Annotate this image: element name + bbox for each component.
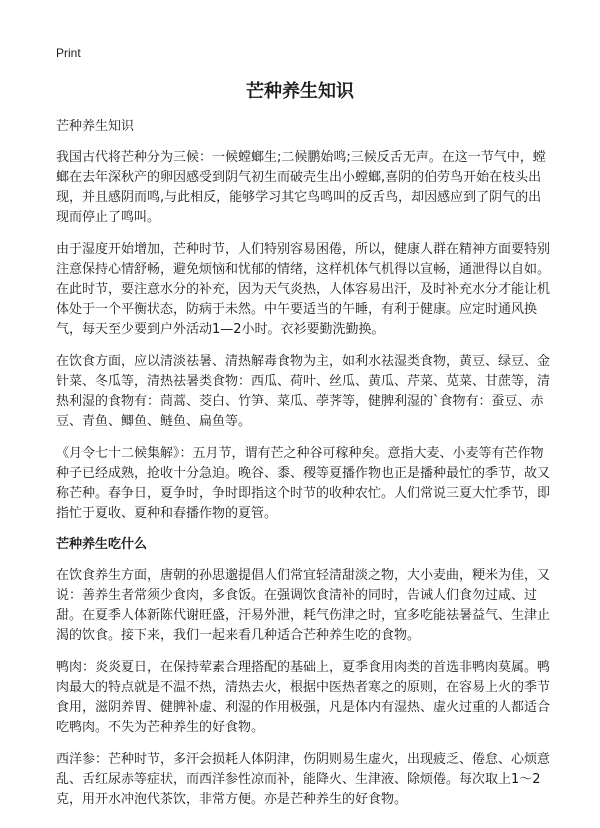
- paragraph-duck-meat: 鸭肉：炎炎夏日，在保持荤素合理搭配的基础上，夏季食用肉类的首选非鸭肉莫属。鸭肉最大的特点就是不温不热，清热去火，根据中医热者寒之的原则，在容易上火的季节食用，滋阴养胃、健脾补虚、利湿的作用极强，凡是体内有湿热、虚火过重的人都适合吃鸭肉。不失为芒种养生的好食物。: [56, 660, 551, 735]
- document-body: [56, 118, 554, 822]
- print-link[interactable]: Print: [56, 46, 81, 60]
- paragraph-diet-principles: 在饮食养生方面，唐朝的孙思邈提倡人们常宜轻清甜淡之物，大小麦曲，粳米为佳，又说：善养生者常须少食肉，多食饭。在强调饮食清补的同时，告诫人们食勿过咸、过甜。在夏季人体新陈代谢旺盛，汗易外泄，耗气伤津之时，宜多吃能祛暑益气、生津止渴的饮食。接下来，我们一起来看几种适合芒种养生吃的食物。: [56, 568, 551, 643]
- paragraph-origin: 《月令七十二候集解》：五月节，谓有芒之种谷可稼种矣。意指大麦、小麦等有芒作物种子已经成熟，抢收十分急迫。晚谷、黍、稷等夏播作物也正是播种最忙的季节，故又称芒种。春争日，夏争时，争时即指这个时节的收种农忙。人们常说三夏大忙季节，即指忙于夏收、夏种和春播作物的夏管。: [56, 446, 551, 521]
- section-heading: 芒种养生吃什么: [56, 537, 148, 552]
- paragraph-health-care: 由于湿度开始增加，芒种时节，人们特别容易困倦，所以，健康人群在精神方面要特别注意保持心情舒畅，避免烦恼和忧郁的情绪，这样机体气机得以宣畅，通泄得以自如。在此时节，要注意水分的补充，因为天气炎热，人体容易出汗，及时补充水分才能让机体处于一个平衡状态，防病于未然。中午要适当的午睡，有利于健康。应定时通风换气，每天至少要到户外活动1—2小时。衣衫要勤洗勤换。: [56, 242, 551, 337]
- paragraph-american-ginseng: 西洋参：芒种时节，多汗会损耗人体阴津，伤阴则易生虚火，出现疲乏、倦怠、心烦意乱、舌红尿赤等症状，而西洋参性凉而补，能降火、生津液、除烦倦。每次取上1～2克，用开水冲泡代茶饮，非常方便。亦是芒种养生的好食物。: [56, 752, 551, 807]
- document-subtitle: 芒种养生知识: [56, 119, 135, 134]
- paragraph-diet: 在饮食方面，应以清淡祛暑、清热解毒食物为主，如利水祛湿类食物，黄豆、绿豆、金针菜、冬瓜等，清热祛暑类食物：西瓜、荷叶、丝瓜、黄瓜、芹菜、苋菜、甘蔗等，清热利湿的食物有：茼蒿、茭白、竹笋、菜瓜、荸荠等，健脾利湿的`食物有：蚕豆、赤豆、青鱼、鲫鱼、鲢鱼、扁鱼等。: [56, 354, 551, 429]
- page-title: 芒种养生知识: [246, 81, 354, 102]
- paragraph-phenology: 我国古代将芒种分为三候：一候螳螂生;二候鹏始鸣;三候反舌无声。在这一节气中，螳螂在去年深秋产的卵因感受到阴气初生而破壳生出小螳螂,喜阴的伯劳鸟开始在枝头出现，并且感阴而鸣,与此相反，能够学习其它鸟鸣叫的反舌鸟，却因感应到了阴气的出现而停止了鸣叫。: [56, 150, 546, 225]
